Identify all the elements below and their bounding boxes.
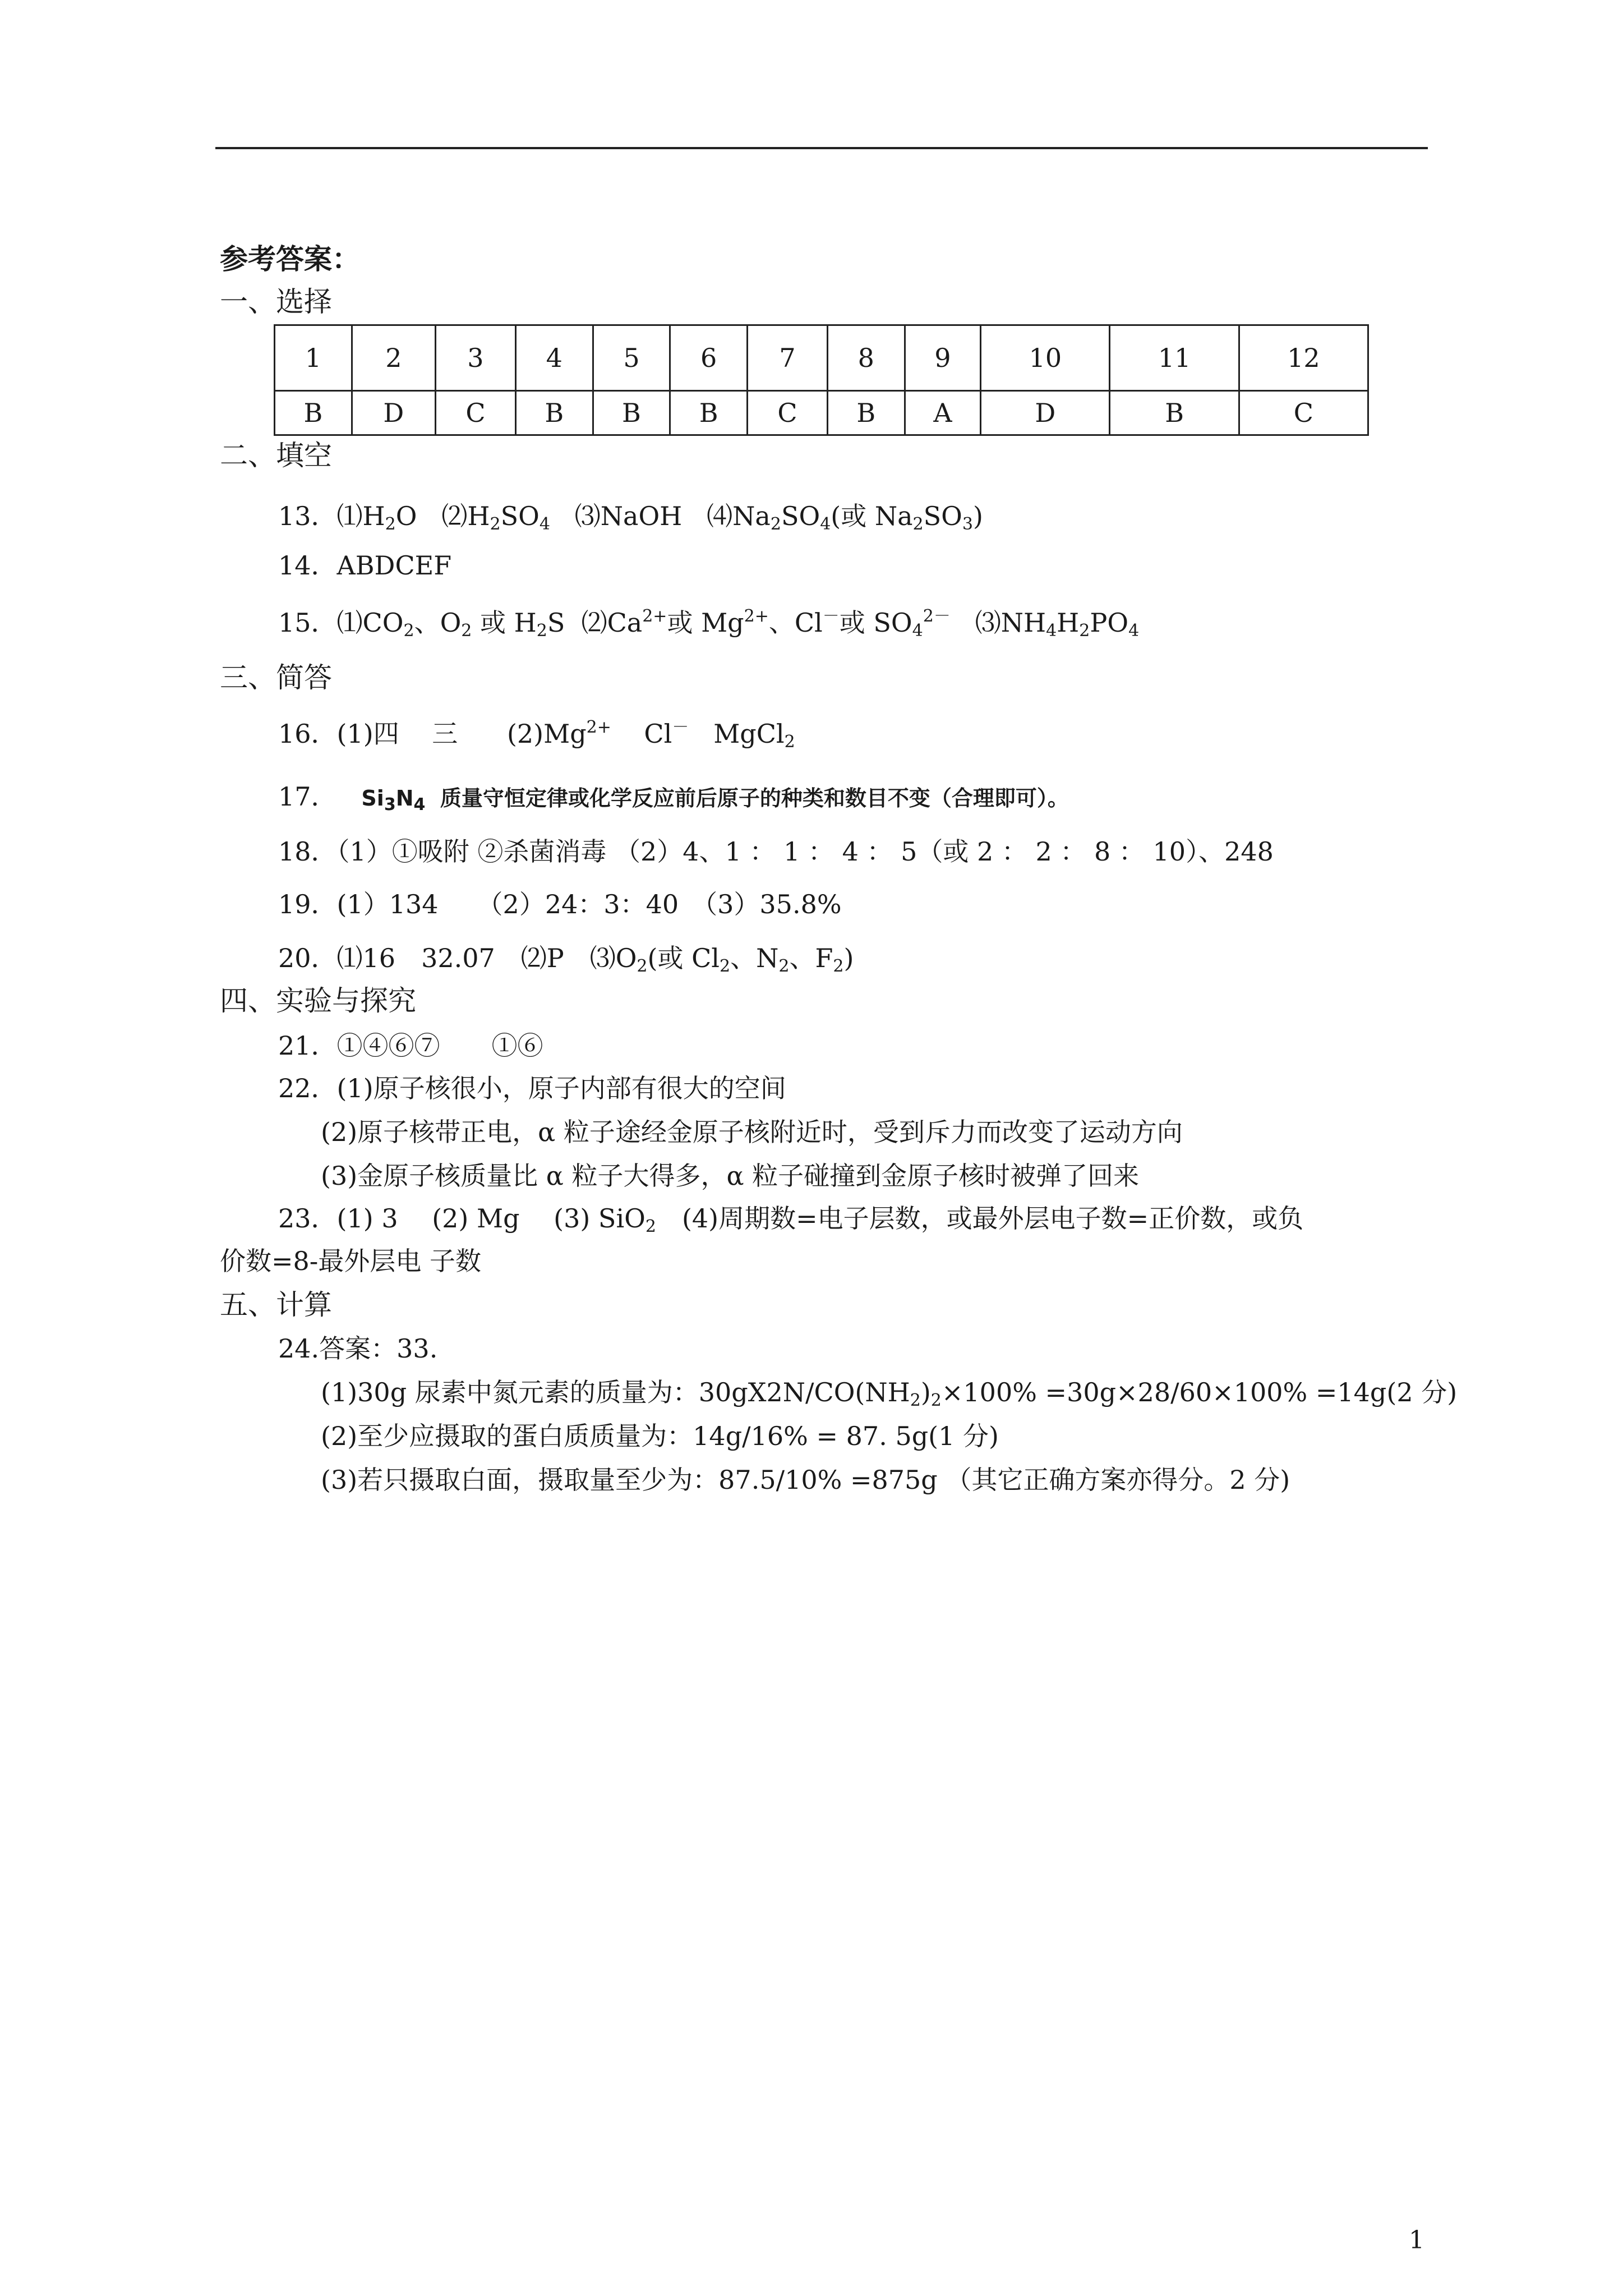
choice-answer-table — [274, 324, 1369, 436]
section-calculation: 五、计算 — [220, 1289, 332, 1321]
answer-23-line-2: 价数=8-最外层电 子数 — [220, 1246, 481, 1276]
table-cell: D — [352, 391, 435, 435]
answer-17: 17． $Si_3N_4$ 质量守恒定律或化学反应前后原子的种类和数目不变（合理即可）。 — [278, 781, 1069, 815]
table-cell: 4 — [515, 325, 593, 391]
table-cell: C — [435, 391, 515, 435]
answer-22-line-2: (2)原子核带正电，α 粒子途经金原子核附近时，受到斥力而改变了运动方向 — [321, 1117, 1183, 1147]
answer-13: 13．$⑴H_2O$ $⑵H_2SO_4$ ⑶NaOH $⑷Na_2SO_4$(或 $Na_2SO_3$) — [278, 501, 983, 534]
table-cell: B — [670, 391, 748, 435]
table-cell: B — [275, 391, 352, 435]
page-number: 1 — [1409, 2226, 1424, 2254]
table-cell: 6 — [670, 325, 748, 391]
table-cell: 9 — [905, 325, 981, 391]
table-cell: 8 — [827, 325, 905, 391]
answer-20: 20．⑴16 32.07 ⑵P $⑶O_2$(或 $Cl_2$、$N_2$、$F_2$) — [278, 943, 854, 976]
answer-15: 15．$⑴CO_2$、$O_2$ 或 $H_2S$ $⑵Ca^{2+}$或 $Mg^{2+}$、Cl－或 $SO_4^{2-}$ $⑶NH_4H_2PO_4$ — [278, 606, 1140, 641]
answer-21: 21．①④⑥⑦ ①⑥ — [278, 1030, 543, 1061]
table-cell: 5 — [593, 325, 670, 391]
table-cell: B — [827, 391, 905, 435]
table-cell: B — [515, 391, 593, 435]
header-rule — [215, 147, 1428, 149]
answer-24: 24.答案：33. — [278, 1333, 438, 1364]
table-cell: B — [1110, 391, 1239, 435]
section-experiment: 四、实验与探究 — [220, 984, 416, 1017]
table-cell: 10 — [981, 325, 1110, 391]
section-choice: 一、选择 — [220, 286, 332, 318]
table-cell: C — [1239, 391, 1368, 435]
table-cell: 2 — [352, 325, 435, 391]
table-cell: D — [981, 391, 1110, 435]
answer-22-line-3: (3)金原子核质量比 α 粒子大得多，α 粒子碰撞到金原子核时被弹了回来 — [321, 1161, 1140, 1191]
table-cell: B — [593, 391, 670, 435]
answer-row — [275, 391, 1368, 435]
answer-16: 16．(1)四 三 $(2)Mg^{2+}$ Cl－ MgCl$_2$ — [278, 717, 795, 752]
table-cell: 3 — [435, 325, 515, 391]
table-cell: 1 — [275, 325, 352, 391]
answer-14: 14．ABDCEF — [278, 550, 452, 581]
answer-24-line-2: (1)30g 尿素中氮元素的质量为：$30gX2N/CO(NH_2)_2\times 100\% =30g\times 28/60\times 100\% =14g(2$ 分) — [321, 1377, 1458, 1410]
table-cell: C — [748, 391, 828, 435]
table-cell: 7 — [748, 325, 828, 391]
answer-18: 18．（1）①吸附 ②杀菌消毒 （2）4、1 ： 1 ： 4 ： 5（或 2 ： 2 ： 8 ： 10）、248 — [278, 836, 1274, 867]
answer-22-line-1: 22．(1)原子核很小，原子内部有很大的空间 — [278, 1073, 786, 1103]
section-short-answer: 三、简答 — [220, 661, 332, 694]
question-number-row — [275, 325, 1368, 391]
table-cell: 11 — [1110, 325, 1239, 391]
section-fill: 二、填空 — [220, 439, 332, 472]
answer-23: 23．(1) 3 (2) Mg (3) SiO$_2$ (4)周期数=电子层数，或最外层电子数=正价数，或负 — [278, 1203, 1304, 1236]
page-title: 参考答案： — [220, 242, 360, 275]
table-cell: A — [905, 391, 981, 435]
answer-19: 19．(1）134 （2）24：3：40 （3）35.8% — [278, 889, 842, 919]
answer-24-line-3: (2)至少应摄取的蛋白质质量为：14g/16% = 87. 5g(1 分) — [321, 1421, 999, 1451]
table-cell: 12 — [1239, 325, 1368, 391]
answer-24-line-4: (3)若只摄取白面，摄取量至少为：87.5/10% =875g （其它正确方案亦得分。2 分) — [321, 1465, 1290, 1495]
